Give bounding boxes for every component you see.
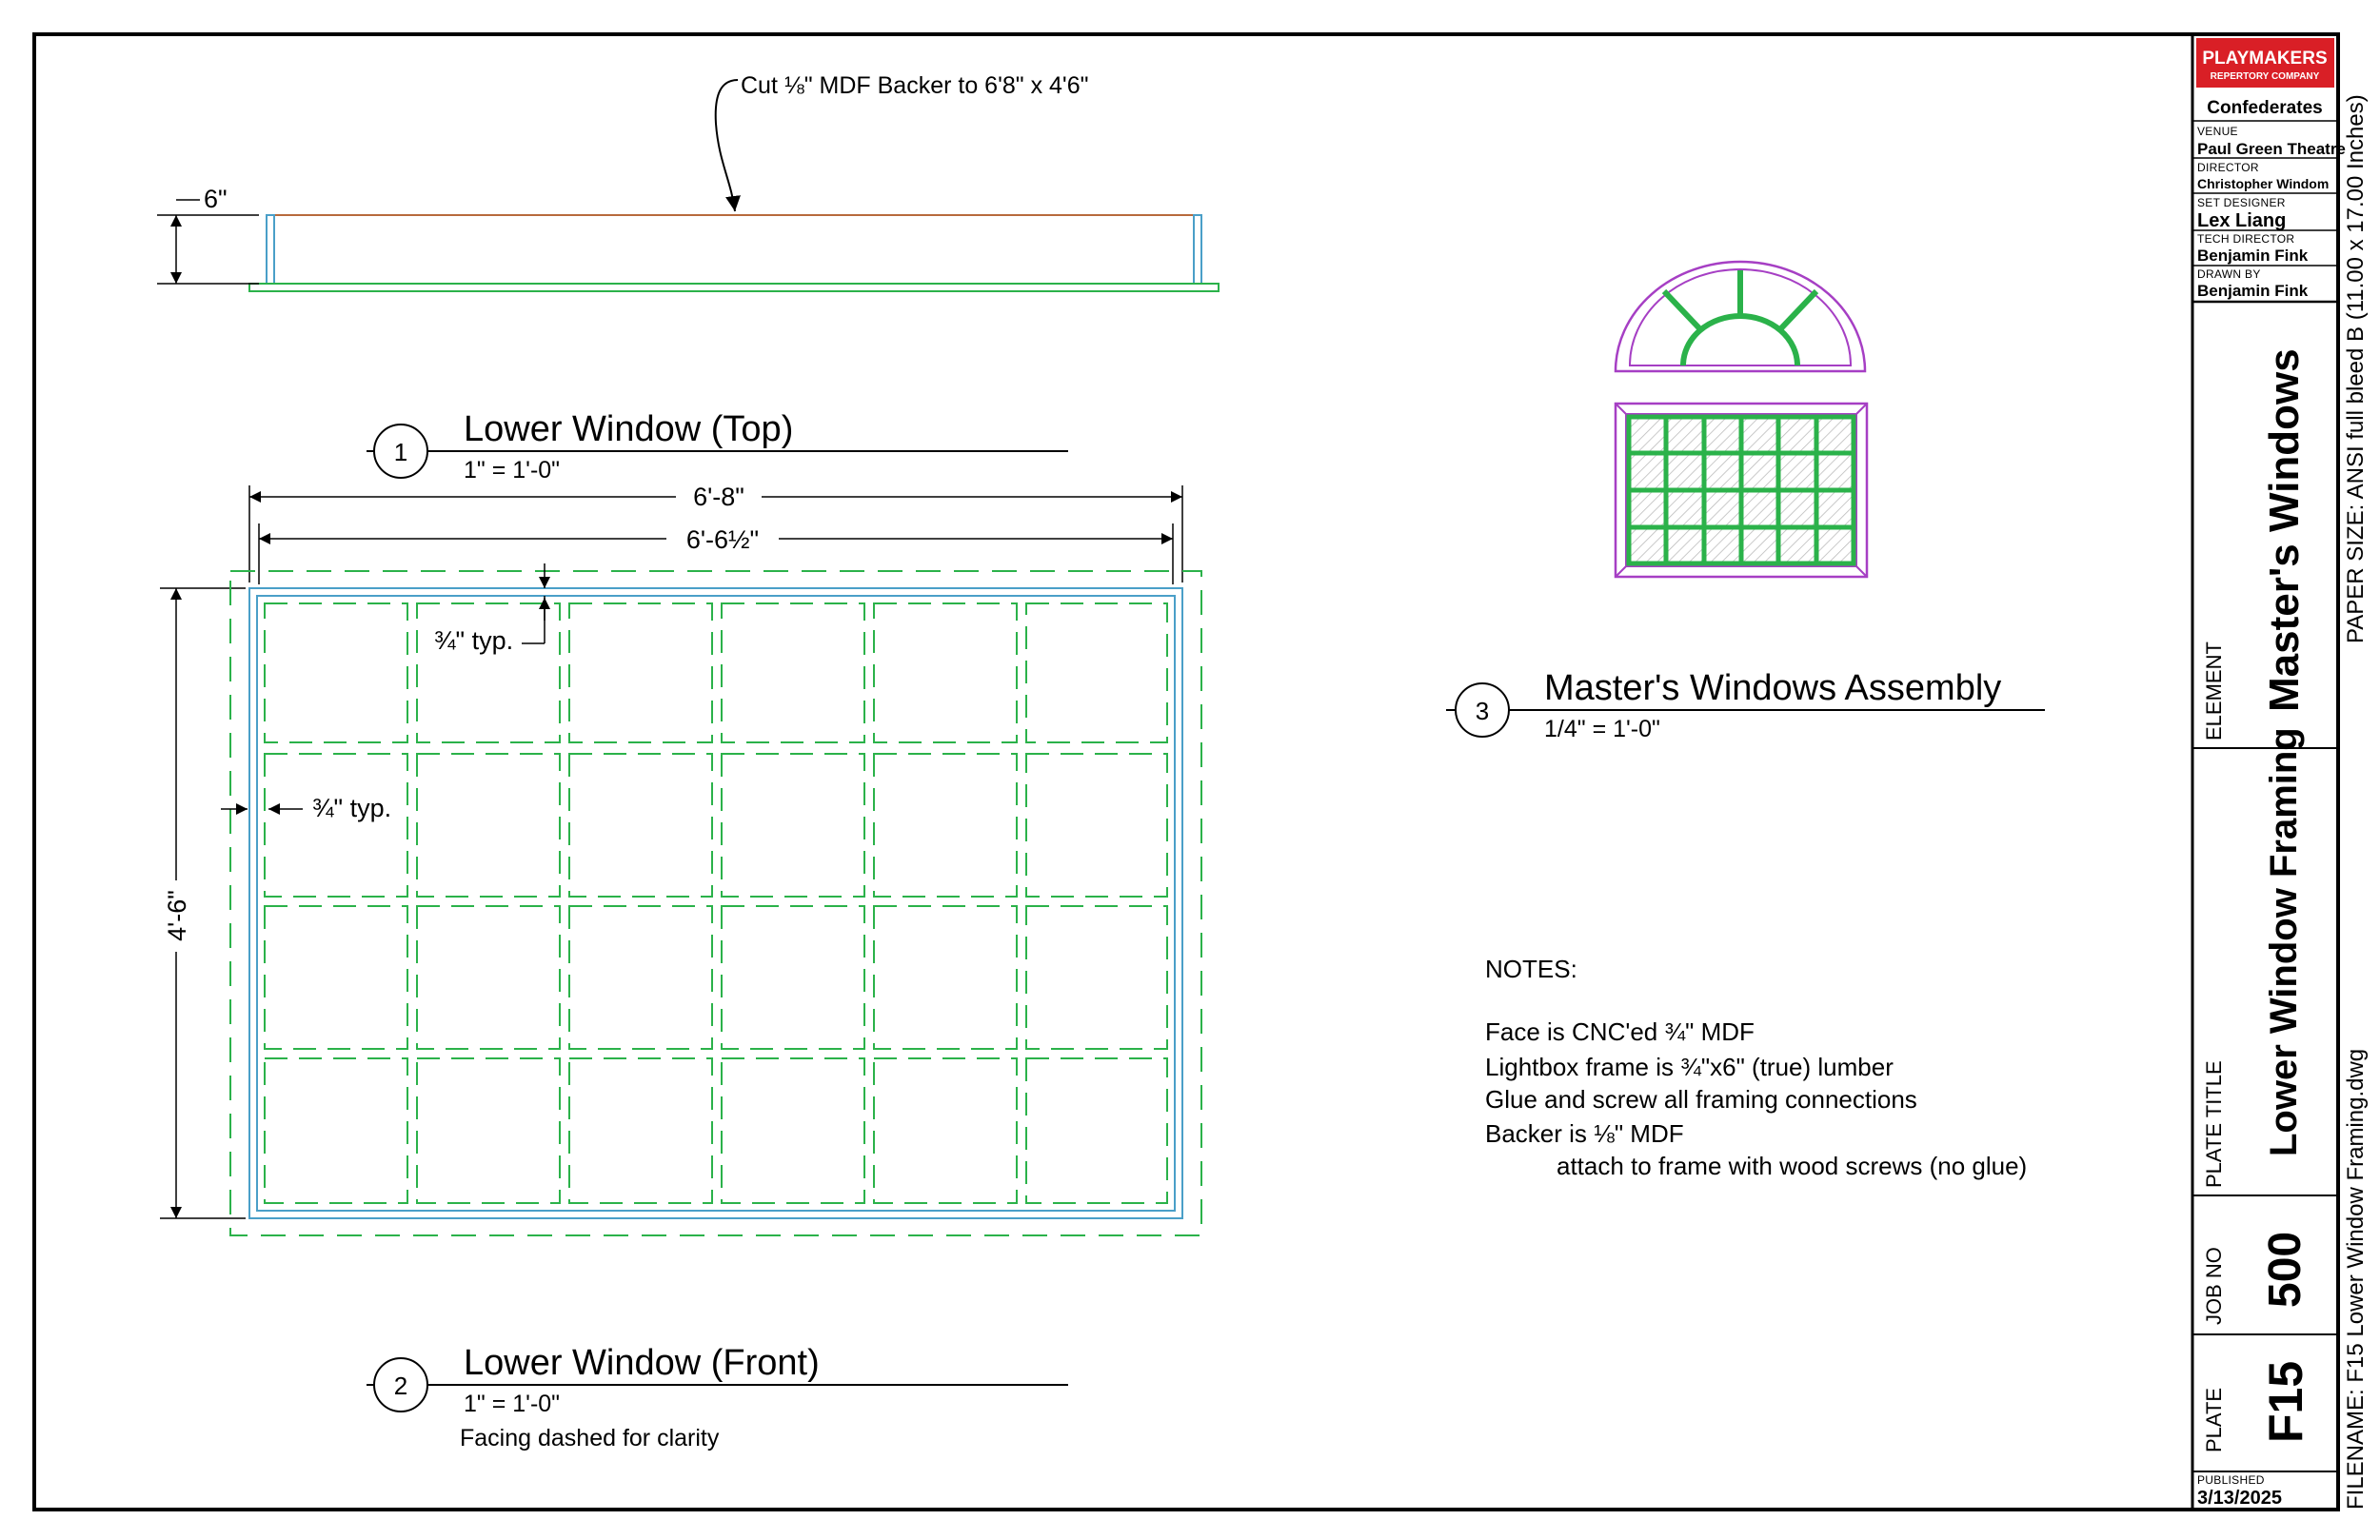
director-label: DIRECTOR: [2197, 161, 2259, 174]
tech-director-label: TECH DIRECTOR: [2197, 232, 2295, 246]
note-line: Lightbox frame is ¾"x6" (true) lumber: [1485, 1053, 1894, 1081]
frame-inner: [257, 596, 1175, 1211]
job-no-label: JOB NO: [2202, 1247, 2226, 1325]
facing-pane: [417, 906, 560, 1049]
facing-pane: [1026, 906, 1167, 1049]
facing-pane: [417, 754, 560, 897]
facing-pane: [265, 603, 407, 742]
view-1-scale: 1" = 1'-0": [464, 457, 561, 484]
facing-strip: [249, 284, 1219, 291]
view-2-number: 2: [393, 1372, 408, 1400]
filename: FILENAME: F15 Lower Window Framing.dwg: [2343, 1048, 2369, 1510]
published-value: 3/13/2025: [2197, 1488, 2282, 1509]
drawn-by-label: DRAWN BY: [2197, 267, 2261, 281]
note-line: Glue and screw all framing connections: [1485, 1085, 1917, 1114]
facing-pane: [722, 1058, 864, 1203]
company-name: PLAYMAKERS: [2202, 49, 2328, 69]
venue-label: VENUE: [2197, 125, 2238, 138]
plate-value: F15: [2259, 1360, 2312, 1443]
view-1-number: 1: [393, 438, 408, 466]
element-value: Master's Windows: [2261, 348, 2308, 712]
frame-outer: [249, 588, 1182, 1218]
top-callout-leader: [716, 80, 738, 211]
facing-pane: [265, 906, 407, 1049]
facing-pane: [722, 603, 864, 742]
set-designer-label: SET DESIGNER: [2197, 196, 2286, 209]
title-block: [2192, 34, 2369, 1510]
show-title: Confederates: [2207, 98, 2323, 118]
casing-miter-br: [1856, 566, 1867, 577]
facing-pane: [265, 754, 407, 897]
view-assembly: [1446, 262, 2045, 742]
facing-pane: [569, 754, 712, 897]
view-2-subtitle: Facing dashed for clarity: [460, 1425, 720, 1451]
plate-title-value: Lower Window Framing: [2263, 727, 2305, 1156]
facing-pane: [417, 1058, 560, 1203]
view-3-number: 3: [1475, 697, 1490, 725]
venue-value: Paul Green Theatre: [2197, 140, 2346, 158]
typ-top-label: ¾" typ.: [434, 626, 514, 655]
view-2-scale: 1" = 1'-0": [464, 1391, 561, 1417]
facing-pane: [569, 603, 712, 742]
facing-pane: [874, 1058, 1017, 1203]
drawn-by-value: Benjamin Fink: [2197, 282, 2309, 300]
job-no-value: 500: [2260, 1231, 2311, 1308]
facing-pane: [722, 906, 864, 1049]
typ-side-label: ¾" typ.: [312, 794, 392, 822]
height-label: 4'-6": [163, 890, 191, 941]
plate-title-label: PLATE TITLE: [2202, 1060, 2226, 1188]
note-line: Face is CNC'ed ¾" MDF: [1485, 1017, 1755, 1046]
facing-pane: [1026, 1058, 1167, 1203]
facing-grid: [265, 603, 1167, 1203]
facing-pane: [569, 1058, 712, 1203]
notes: [1485, 955, 2027, 1180]
casing-miter-tr: [1856, 404, 1867, 414]
facing-pane: [874, 754, 1017, 897]
view-3-title: Master's Windows Assembly: [1544, 668, 2002, 708]
paper-size: PAPER SIZE: ANSI full bleed B (11.00 x 17.00 Inches): [2343, 94, 2369, 643]
facing-pane: [722, 754, 864, 897]
view-2-title: Lower Window (Front): [464, 1343, 820, 1383]
plate-label: PLATE: [2202, 1387, 2226, 1452]
width-outer-label: 6'-8": [693, 483, 744, 511]
facing-pane: [874, 603, 1017, 742]
published-label: PUBLISHED: [2197, 1473, 2265, 1487]
director-value: Christopher Windom: [2197, 176, 2330, 191]
sheet-border: [34, 34, 2338, 1510]
arch-muntin-2: [1664, 291, 1700, 329]
view-3-scale: 1/4" = 1'-0": [1544, 716, 1660, 742]
note-line: Backer is ⅛" MDF: [1485, 1119, 1684, 1148]
facing-pane: [265, 1058, 407, 1203]
note-line: attach to frame with wood screws (no glue): [1557, 1152, 2028, 1180]
facing-outline: [230, 571, 1201, 1235]
top-callout: Cut ⅛" MDF Backer to 6'8" x 4'6": [741, 72, 1089, 99]
casing-miter-bl: [1616, 566, 1626, 577]
arch-muntin-ring: [1683, 316, 1797, 365]
set-designer-value: Lex Liang: [2197, 210, 2287, 231]
company-subname: REPERTORY COMPANY: [2210, 71, 2320, 82]
frame-right-end: [1194, 215, 1201, 284]
facing-pane: [874, 906, 1017, 1049]
width-inner-label: 6'-6½": [685, 525, 760, 554]
facing-pane: [569, 906, 712, 1049]
element-label: ELEMENT: [2202, 642, 2226, 740]
facing-pane: [1026, 754, 1167, 897]
notes-heading: NOTES:: [1485, 955, 1577, 983]
depth-dim-label: 6": [204, 185, 228, 213]
casing-miter-tl: [1616, 404, 1626, 414]
frame-left-end: [267, 215, 274, 284]
tech-director-value: Benjamin Fink: [2197, 247, 2309, 265]
facing-pane: [1026, 603, 1167, 742]
view-top: [157, 72, 1219, 484]
arch-muntin-3: [1780, 291, 1816, 329]
view-front: [160, 483, 1201, 1451]
view-1-title: Lower Window (Top): [464, 409, 794, 449]
